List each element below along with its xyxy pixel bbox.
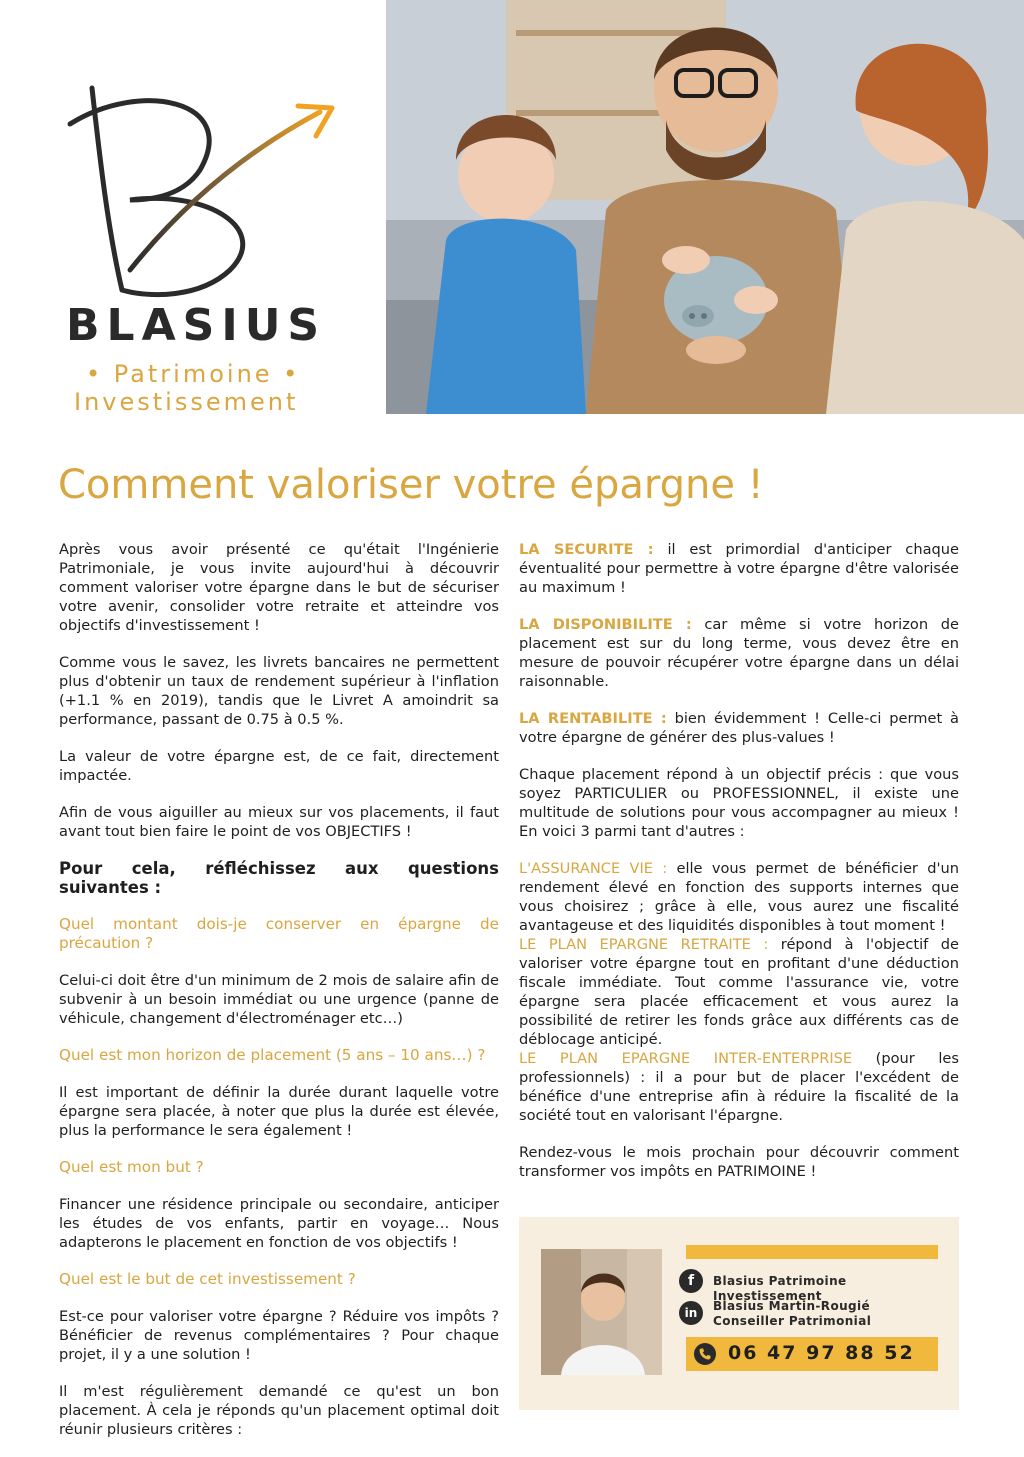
brand-tagline-1: • Patrimoine • xyxy=(86,360,301,388)
objectifs-paragraph: Afin de vous aiguiller au mieux sur vos placements, il faut avant tout bien faire le point de vos OBJECTIFS ! xyxy=(59,804,499,840)
per-label: LE PLAN EPARGNE RETRAITE : xyxy=(519,936,769,953)
answer-2: Il est important de définir la durée durant laquelle votre épargne sera placée, à noter que plus la durée est élevée, plus la performance le sera également ! xyxy=(59,1084,499,1139)
securite-text: il est primordial d'anticiper chaque éventualité pour permettre à votre épargne d'être valorisée au maximum ! xyxy=(519,541,959,596)
phone-bar xyxy=(686,1337,938,1371)
assurance-vie-label: L'ASSURANCE VIE : xyxy=(519,860,668,877)
securite-label: LA SECURITE : xyxy=(519,541,654,558)
answer-1: Celui-ci doit être d'un minimum de 2 mois de salaire afin de subvenir à un besoin immédiat ou une urgence (panne de véhicule, changement d'électroménager etc…) xyxy=(59,972,499,1027)
question-4: Quel est le but de cet investissement ? xyxy=(59,1270,356,1288)
answer-4: Est-ce pour valoriser votre épargne ? Réduire vos impôts ? Bénéficier de revenus complémentaires ? Pour chaque projet, il y a une solution ! xyxy=(59,1308,499,1363)
facebook-icon[interactable]: f xyxy=(679,1269,703,1293)
brand-name: BLASIUS xyxy=(66,300,327,351)
disponibilite-label: LA DISPONIBILITE : xyxy=(519,616,692,633)
right-column xyxy=(519,540,959,1199)
per-paragraph xyxy=(519,935,959,1049)
questions-heading: Pour cela, réfléchissez aux questions suivantes : xyxy=(59,859,499,897)
intro-paragraph: Après vous avoir présenté ce qu'était l'Ingénierie Patrimoniale, je vous invite aujourd'hui à découvrir comment valoriser votre épargne dans le but de sécuriser votre avenir, consolider votre retraite et atteindre vos objectifs d'investissement ! xyxy=(59,541,499,634)
question-1: Quel montant dois-je conserver en épargne de précaution ? xyxy=(59,915,499,952)
disponibilite-text: car même si votre horizon de placement est sur du long terme, vous devez être en mesure de pouvoir récupérer votre épargne dans un délai raisonnable. xyxy=(519,616,959,690)
question-3: Quel est mon but ? xyxy=(59,1158,204,1176)
card-accent-bar xyxy=(686,1245,938,1259)
advisor-role: Conseiller Patrimonial xyxy=(713,1314,872,1328)
assurance-vie-paragraph xyxy=(519,859,959,935)
answer-3: Financer une résidence principale ou secondaire, anticiper les études de vos enfants, partir en voyage… Nous adapterons le placement en fonction de vos objectifs ! xyxy=(59,1196,499,1251)
facebook-page-name: Blasius Patrimoine Investissement xyxy=(713,1274,847,1303)
pei-paragraph xyxy=(519,1049,959,1125)
per-text: répond à l'objectif de valoriser votre épargne tout en profitant d'une déduction fiscale immédiate. Tout comme l'assurance vie, votre épargne sera placée efficacement et vous aurez la possibilité de retirer les fonds grâce aux différents cas de déblocage anticipé. xyxy=(519,936,959,1048)
criteres-paragraph: Il m'est régulièrement demandé ce qu'est un bon placement. À cela je réponds qu'un placement optimal doit réunir plusieurs critères : xyxy=(59,1383,499,1438)
valeur-paragraph: La valeur de votre épargne est, de ce fait, directement impactée. xyxy=(59,748,499,784)
advisor-name: Blasius Martin-Rougié xyxy=(713,1299,871,1313)
assurance-vie-text: elle vous permet de bénéficier d'un rendement élevé en fonction des supports internes que vous choisirez ; grâce à elle, vous aurez une fiscalité avantageuse et des liquidités disponibles à tout moment ! xyxy=(519,860,959,934)
phone-number[interactable]: 06 47 97 88 52 xyxy=(728,1342,915,1364)
pei-label: LE PLAN EPARGNE INTER-ENTERPRISE xyxy=(519,1050,853,1067)
rentabilite-label: LA RENTABILITE : xyxy=(519,710,667,727)
rentabilite-text: bien évidemment ! Celle-ci permet à votre épargne de générer des plus-values ! xyxy=(519,710,959,746)
page-title: Comment valoriser votre épargne ! xyxy=(58,462,764,508)
phone-icon xyxy=(694,1343,716,1365)
linkedin-icon[interactable]: in xyxy=(679,1301,703,1325)
closing-paragraph: Rendez-vous le mois prochain pour découvrir comment transformer vos impôts en PATRIMOINE ! xyxy=(519,1144,959,1180)
family-piggy-bank-photo xyxy=(386,0,1024,414)
rentabilite-paragraph xyxy=(519,709,959,747)
left-column xyxy=(59,540,499,1457)
livrets-paragraph: Comme vous le savez, les livrets bancaires ne permettent plus d'obtenir un taux de rendement supérieur à l'inflation (+1.1 % en 2019), tandis que le Livret A amoindrit sa performance, passant de 0.75 à 0.5 %. xyxy=(59,654,499,728)
question-2: Quel est mon horizon de placement (5 ans – 10 ans…) ? xyxy=(59,1046,486,1064)
placement-paragraph: Chaque placement répond à un objectif précis : que vous soyez PARTICULIER ou PROFESSIONNEL, il existe une multitude de solutions pour vous accompagner au mieux ! En voici 3 parmi tant d'autres : xyxy=(519,766,959,840)
contact-card xyxy=(519,1217,959,1410)
pei-text: (pour les professionnels) : il a pour but de placer l'excédent de bénéfice d'une entreprise afin à réduire la fiscalité de la société tout en valorisant l'épargne. xyxy=(519,1050,959,1124)
advisor-portrait xyxy=(541,1249,662,1375)
brand-tagline-2: Investissement xyxy=(74,388,299,416)
securite-paragraph xyxy=(519,540,959,597)
disponibilite-paragraph xyxy=(519,615,959,691)
